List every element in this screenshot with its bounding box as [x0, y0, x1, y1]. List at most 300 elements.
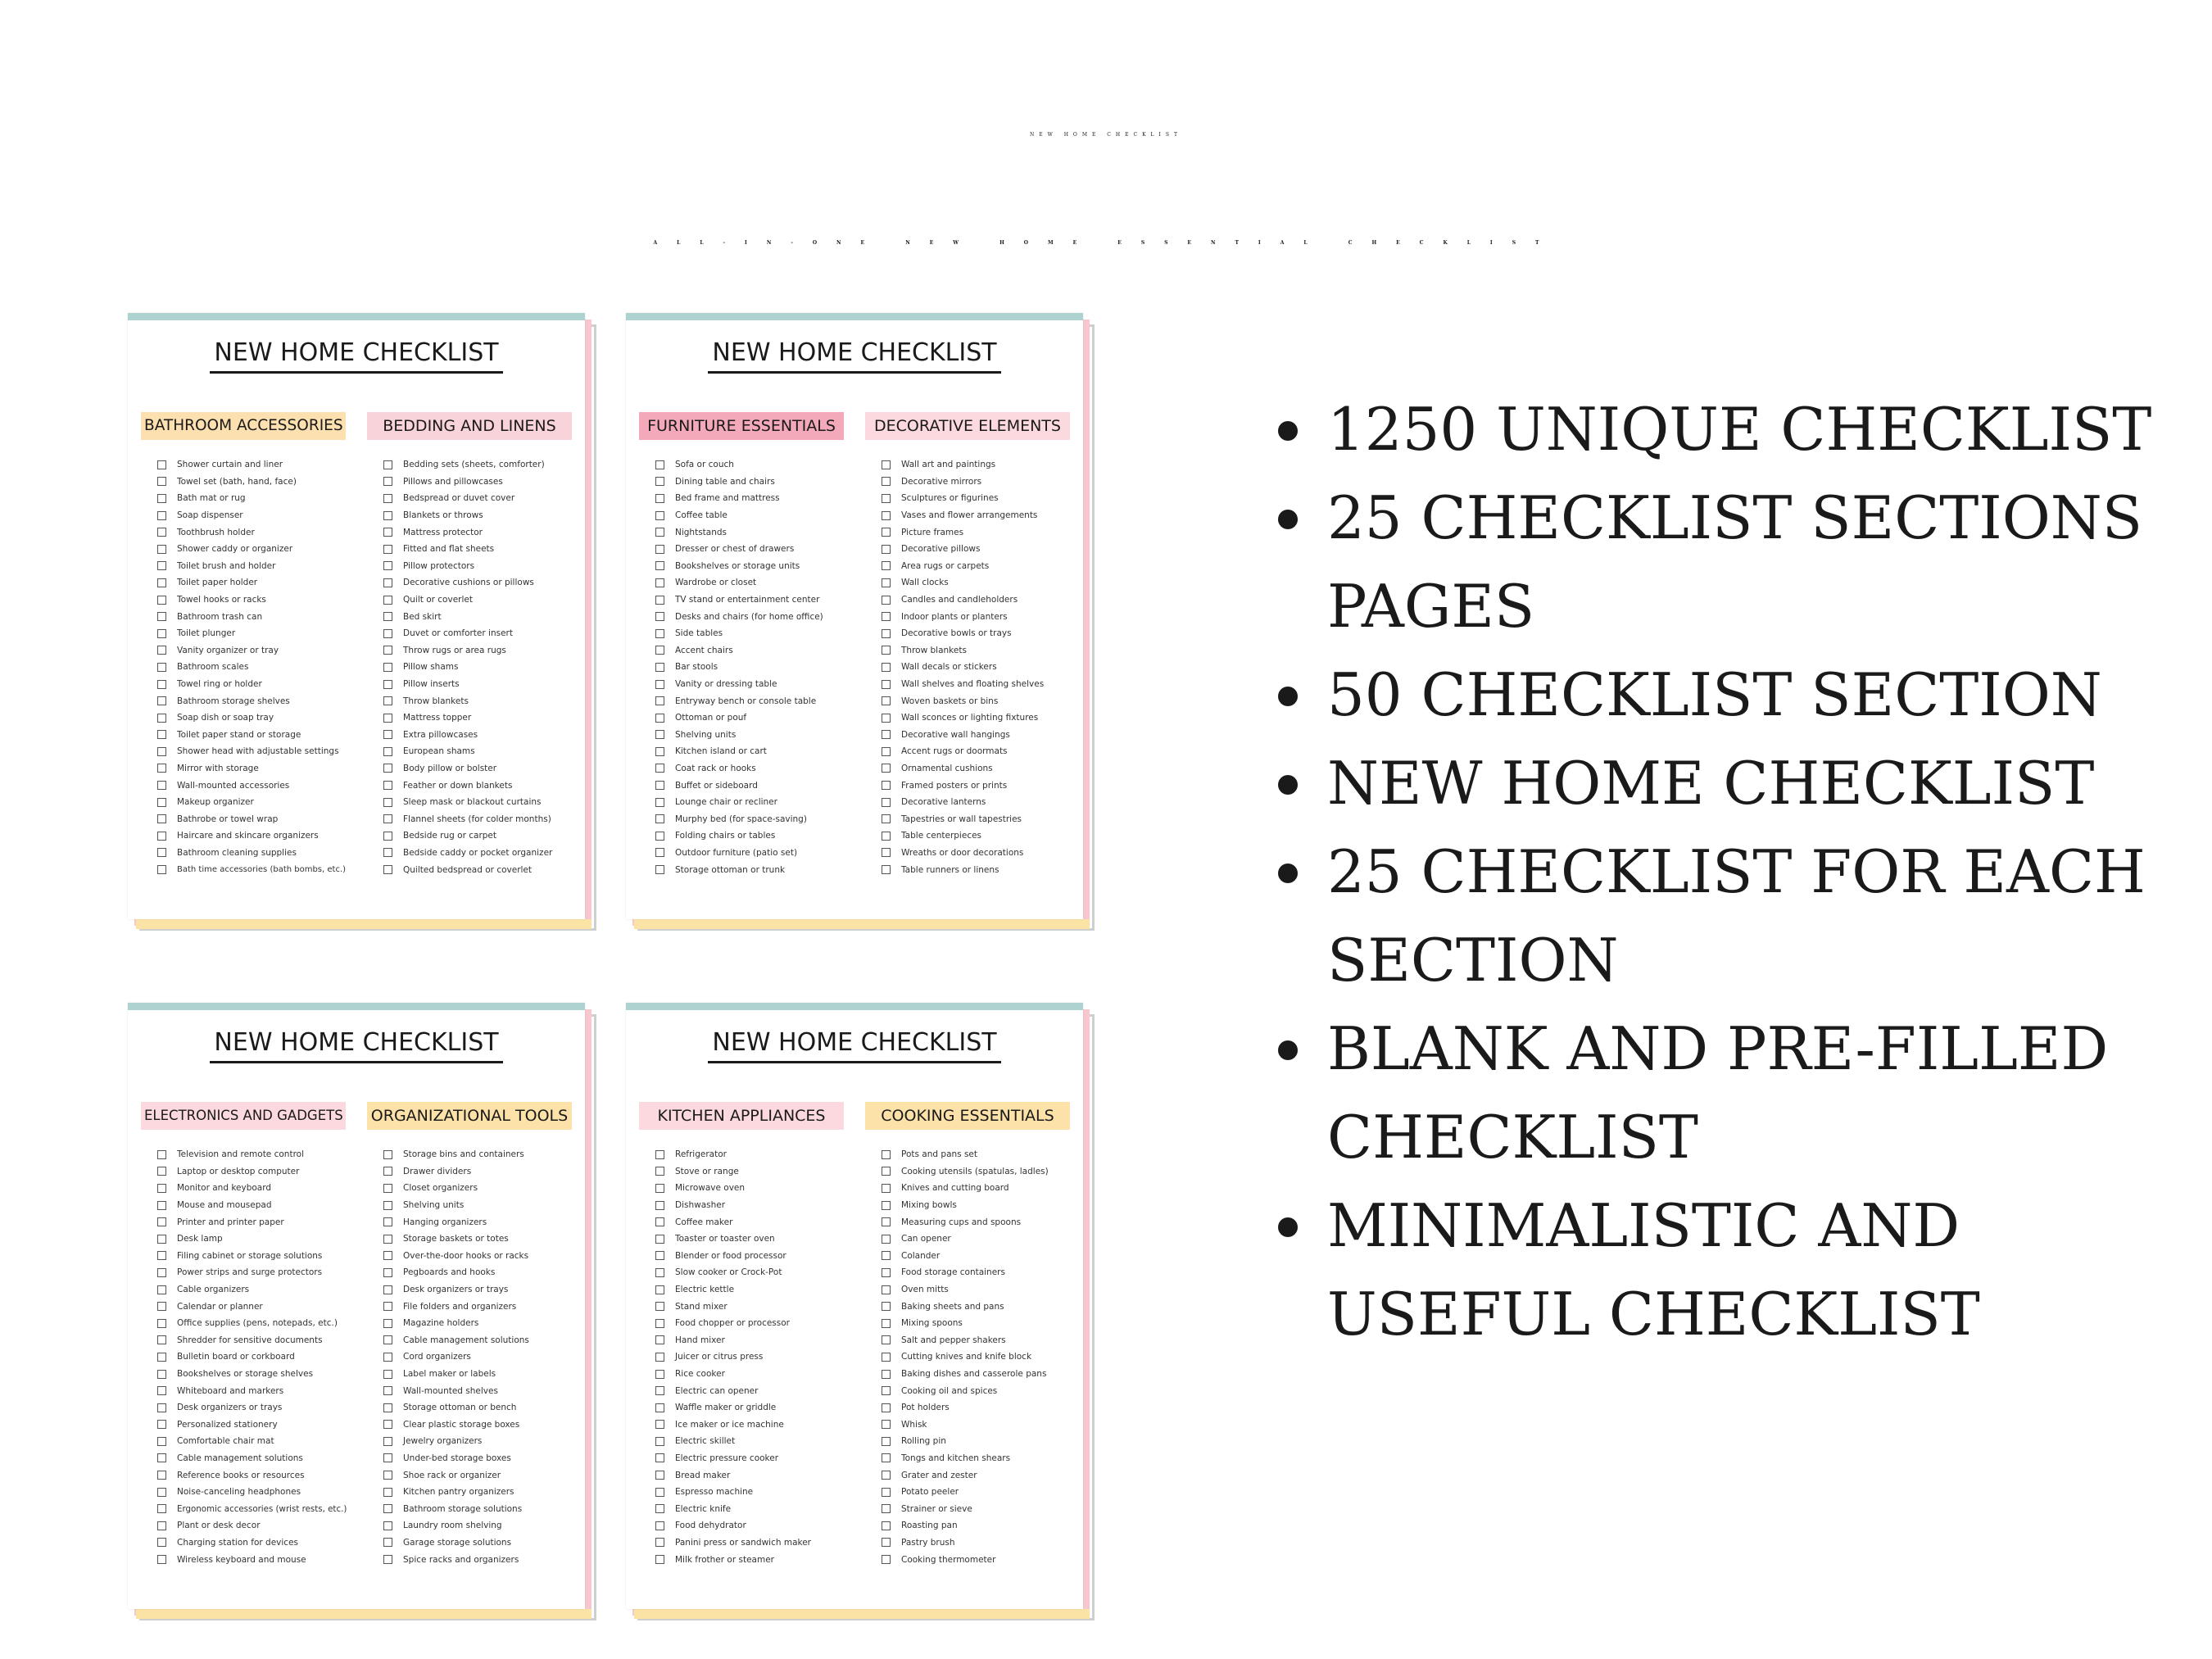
checkbox-icon[interactable] — [882, 1538, 891, 1547]
checkbox-icon[interactable] — [383, 1335, 392, 1344]
checkbox-icon[interactable] — [383, 477, 392, 486]
checklist-item — [655, 524, 844, 541]
checkbox-icon[interactable] — [157, 1488, 166, 1497]
checkbox-icon[interactable] — [383, 460, 392, 469]
checklist-item — [383, 1298, 572, 1315]
checkbox-icon[interactable] — [383, 1285, 392, 1294]
checkbox-icon[interactable] — [882, 1521, 891, 1530]
checkbox-icon[interactable] — [383, 1538, 392, 1547]
checkbox-icon[interactable] — [383, 1504, 392, 1513]
checkbox-icon[interactable] — [383, 629, 392, 638]
item-label: Candles and candleholders — [901, 595, 1018, 605]
checkbox-icon[interactable] — [882, 545, 891, 554]
checkbox-icon[interactable] — [882, 1251, 891, 1260]
checklist-item — [157, 474, 346, 491]
checklist-column — [865, 412, 1070, 878]
checkbox-icon[interactable] — [655, 1302, 664, 1311]
checkbox-icon[interactable] — [882, 1488, 891, 1497]
item-label: Slow cooker or Crock-Pot — [675, 1267, 782, 1278]
checkbox-icon[interactable] — [383, 1201, 392, 1210]
checkbox-icon[interactable] — [157, 714, 166, 723]
checklist-item — [157, 608, 346, 625]
checklist-item — [157, 1231, 346, 1248]
checklist-item — [655, 1399, 844, 1416]
checkbox-icon[interactable] — [882, 1437, 891, 1446]
item-label: Printer and printer paper — [177, 1217, 284, 1227]
checkbox-icon[interactable] — [882, 832, 891, 841]
item-label: Microwave oven — [675, 1183, 746, 1194]
checklist-item — [882, 1517, 1070, 1534]
checkbox-icon[interactable] — [157, 781, 166, 790]
checkbox-icon[interactable] — [882, 1504, 891, 1513]
checklist-page-preview — [626, 313, 1083, 919]
checkbox-icon[interactable] — [383, 528, 392, 537]
item-label: Clear plastic storage boxes — [403, 1419, 520, 1430]
checkbox-icon[interactable] — [157, 1353, 166, 1362]
checkbox-icon[interactable] — [383, 1386, 392, 1395]
checklist-item — [882, 743, 1070, 760]
checklist-item — [882, 777, 1070, 794]
checkbox-icon[interactable] — [383, 1302, 392, 1311]
checkbox-icon[interactable] — [882, 1217, 891, 1226]
checkbox-icon[interactable] — [655, 629, 664, 638]
checkbox-icon[interactable] — [882, 1386, 891, 1395]
checkbox-icon[interactable] — [882, 1335, 891, 1344]
item-label: Bread maker — [675, 1470, 731, 1480]
item-label: Duvet or comforter insert — [403, 628, 513, 639]
checkbox-icon[interactable] — [383, 545, 392, 554]
item-label: Tapestries or wall tapestries — [901, 814, 1022, 824]
checkbox-icon[interactable] — [882, 1453, 891, 1462]
checkbox-icon[interactable] — [383, 865, 392, 874]
checkbox-icon[interactable] — [383, 494, 392, 503]
checkbox-icon[interactable] — [383, 1370, 392, 1379]
checklist-item — [882, 810, 1070, 827]
checklist-item — [882, 507, 1070, 524]
checkbox-icon[interactable] — [882, 1420, 891, 1429]
checklist-column — [367, 1102, 572, 1568]
checkbox-icon[interactable] — [655, 1184, 664, 1193]
item-label: Office supplies (pens, notepads, etc.) — [177, 1318, 338, 1329]
checkbox-icon[interactable] — [882, 714, 891, 723]
checkbox-icon[interactable] — [383, 1353, 392, 1362]
checklist-item — [655, 1180, 844, 1197]
checkbox-icon[interactable] — [655, 1150, 664, 1159]
item-label: Garage storage solutions — [403, 1537, 512, 1548]
item-label: Electric kettle — [675, 1285, 735, 1295]
item-label: Bath mat or rug — [177, 493, 246, 504]
checkbox-icon[interactable] — [655, 747, 664, 756]
checkbox-icon[interactable] — [157, 1335, 166, 1344]
checkbox-icon[interactable] — [882, 848, 891, 857]
checkbox-icon[interactable] — [655, 680, 664, 689]
item-label: Lounge chair or recliner — [675, 797, 777, 808]
checkbox-icon[interactable] — [383, 561, 392, 570]
checkbox-icon[interactable] — [882, 1201, 891, 1210]
checklist-item — [882, 1484, 1070, 1501]
checkbox-icon[interactable] — [383, 747, 392, 756]
checkbox-icon[interactable] — [383, 1437, 392, 1446]
checkbox-icon[interactable] — [655, 1251, 664, 1260]
checkbox-icon[interactable] — [383, 1453, 392, 1462]
checkbox-icon[interactable] — [882, 1555, 891, 1564]
checkbox-icon[interactable] — [882, 730, 891, 739]
item-label: Shelving units — [403, 1200, 465, 1211]
checkbox-icon[interactable] — [655, 1538, 664, 1547]
checkbox-icon[interactable] — [157, 747, 166, 756]
checkbox-icon[interactable] — [655, 1488, 664, 1497]
checkbox-icon[interactable] — [157, 1184, 166, 1193]
checkbox-icon[interactable] — [882, 865, 891, 874]
checkbox-icon[interactable] — [157, 696, 166, 705]
checklist-item — [655, 810, 844, 827]
checkbox-icon[interactable] — [655, 764, 664, 773]
item-label: Outdoor furniture (patio set) — [675, 847, 798, 858]
item-label: Decorative bowls or trays — [901, 628, 1012, 639]
checkbox-icon[interactable] — [882, 1370, 891, 1379]
checkbox-icon[interactable] — [383, 663, 392, 672]
checkbox-icon[interactable] — [157, 494, 166, 503]
checkbox-icon[interactable] — [655, 596, 664, 605]
checkbox-icon[interactable] — [655, 1217, 664, 1226]
checklist-item — [383, 1264, 572, 1281]
checkbox-icon[interactable] — [655, 730, 664, 739]
checkbox-icon[interactable] — [383, 1521, 392, 1530]
checkbox-icon[interactable] — [383, 1420, 392, 1429]
checklist-item — [383, 709, 572, 727]
checkbox-icon[interactable] — [157, 814, 166, 823]
item-label: Wall decals or stickers — [901, 662, 997, 673]
checkbox-icon[interactable] — [383, 1184, 392, 1193]
checkbox-icon[interactable] — [655, 814, 664, 823]
checkbox-icon[interactable] — [157, 1386, 166, 1395]
checkbox-icon[interactable] — [383, 764, 392, 773]
checkbox-icon[interactable] — [157, 578, 166, 587]
checklist-item — [157, 1517, 346, 1534]
checkbox-icon[interactable] — [383, 798, 392, 807]
checklist-item — [157, 1197, 346, 1214]
checklist-item — [157, 1433, 346, 1450]
checkbox-icon[interactable] — [157, 865, 166, 874]
checkbox-icon[interactable] — [157, 612, 166, 621]
checkbox-icon[interactable] — [157, 511, 166, 520]
item-label: Food storage containers — [901, 1267, 1005, 1278]
checklist-item — [882, 1281, 1070, 1299]
item-label: Bedside caddy or pocket organizer — [403, 847, 553, 858]
checkbox-icon[interactable] — [157, 460, 166, 469]
checkbox-icon[interactable] — [882, 494, 891, 503]
checkbox-icon[interactable] — [383, 832, 392, 841]
checkbox-icon[interactable] — [655, 1235, 664, 1244]
checkbox-icon[interactable] — [655, 1167, 664, 1176]
checkbox-icon[interactable] — [882, 1268, 891, 1277]
checkbox-icon[interactable] — [383, 1167, 392, 1176]
checkbox-icon[interactable] — [882, 629, 891, 638]
checkbox-icon[interactable] — [157, 1420, 166, 1429]
checklist-item — [383, 760, 572, 777]
checkbox-icon[interactable] — [383, 646, 392, 655]
checklist-item — [383, 1163, 572, 1181]
checkbox-icon[interactable] — [383, 730, 392, 739]
checkbox-icon[interactable] — [882, 663, 891, 672]
bullet-icon — [1278, 775, 1298, 795]
checkbox-icon[interactable] — [157, 680, 166, 689]
item-label: Panini press or sandwich maker — [675, 1537, 811, 1548]
checkbox-icon[interactable] — [882, 696, 891, 705]
checklist-item — [655, 1466, 844, 1484]
checkbox-icon[interactable] — [157, 1370, 166, 1379]
checkbox-icon[interactable] — [157, 798, 166, 807]
checkbox-icon[interactable] — [157, 528, 166, 537]
checkbox-icon[interactable] — [882, 798, 891, 807]
checkbox-icon[interactable] — [157, 1437, 166, 1446]
checkbox-icon[interactable] — [655, 1285, 664, 1294]
checkbox-icon[interactable] — [383, 680, 392, 689]
checkbox-icon[interactable] — [655, 781, 664, 790]
checklist-item — [655, 709, 844, 727]
item-label: Dishwasher — [675, 1200, 726, 1211]
checkbox-icon[interactable] — [383, 696, 392, 705]
checklist-item — [882, 709, 1070, 727]
checkbox-icon[interactable] — [882, 578, 891, 587]
checkbox-icon[interactable] — [655, 578, 664, 587]
checkbox-icon[interactable] — [383, 1319, 392, 1328]
page-shadow-yellow — [136, 1609, 592, 1619]
checklist-page-preview — [626, 1003, 1083, 1609]
checkbox-icon[interactable] — [882, 781, 891, 790]
checkbox-icon[interactable] — [157, 1217, 166, 1226]
item-label: Whisk — [901, 1419, 927, 1430]
checklist-item — [655, 608, 844, 625]
checkbox-icon[interactable] — [383, 814, 392, 823]
checkbox-icon[interactable] — [655, 1386, 664, 1395]
checkbox-icon[interactable] — [157, 1471, 166, 1480]
checkbox-icon[interactable] — [655, 848, 664, 857]
item-label: Pegboards and hooks — [403, 1267, 496, 1278]
item-label: Over-the-door hooks or racks — [403, 1250, 529, 1261]
item-label: TV stand or entertainment center — [675, 595, 820, 605]
checkbox-icon[interactable] — [655, 1370, 664, 1379]
checklist-item — [655, 1484, 844, 1501]
page-sheet — [626, 1003, 1083, 1609]
checklist-items — [367, 456, 572, 878]
checkbox-icon[interactable] — [157, 1302, 166, 1311]
checkbox-icon[interactable] — [383, 1471, 392, 1480]
checkbox-icon[interactable] — [655, 1555, 664, 1564]
checkbox-icon[interactable] — [383, 1251, 392, 1260]
checkbox-icon[interactable] — [157, 730, 166, 739]
checkbox-icon[interactable] — [383, 1403, 392, 1412]
checklist-item — [882, 558, 1070, 575]
item-label: Shower head with adjustable settings — [177, 746, 339, 757]
checklist-item — [383, 1399, 572, 1416]
checkbox-icon[interactable] — [882, 1150, 891, 1159]
checkbox-icon[interactable] — [882, 1285, 891, 1294]
checkbox-icon[interactable] — [157, 1555, 166, 1564]
checkbox-icon[interactable] — [655, 1420, 664, 1429]
checkbox-icon[interactable] — [157, 1538, 166, 1547]
checkbox-icon[interactable] — [655, 1201, 664, 1210]
checkbox-icon[interactable] — [882, 1302, 891, 1311]
checkbox-icon[interactable] — [655, 1471, 664, 1480]
checkbox-icon[interactable] — [383, 714, 392, 723]
checkbox-icon[interactable] — [655, 561, 664, 570]
item-label: Desk organizers or trays — [403, 1285, 509, 1295]
checkbox-icon[interactable] — [882, 1403, 891, 1412]
checkbox-icon[interactable] — [157, 1319, 166, 1328]
checkbox-icon[interactable] — [882, 1235, 891, 1244]
item-label: Cable management solutions — [177, 1453, 303, 1463]
checkbox-icon[interactable] — [157, 848, 166, 857]
checkbox-icon[interactable] — [655, 460, 664, 469]
checkbox-icon[interactable] — [882, 612, 891, 621]
checkbox-icon[interactable] — [655, 798, 664, 807]
item-label: Pastry brush — [901, 1537, 955, 1548]
checkbox-icon[interactable] — [655, 696, 664, 705]
checkbox-icon[interactable] — [882, 1353, 891, 1362]
checkbox-icon[interactable] — [157, 1504, 166, 1513]
checkbox-icon[interactable] — [882, 646, 891, 655]
checklist-item — [157, 1366, 346, 1383]
checkbox-icon[interactable] — [383, 1235, 392, 1244]
checklist-item — [383, 608, 572, 625]
item-label: Calendar or planner — [177, 1301, 263, 1312]
checkbox-icon[interactable] — [882, 680, 891, 689]
checklist-item — [157, 845, 346, 862]
checkbox-icon[interactable] — [157, 646, 166, 655]
checklist-items — [639, 1146, 844, 1568]
checkbox-icon[interactable] — [882, 814, 891, 823]
item-label: Baking sheets and pans — [901, 1301, 1004, 1312]
checkbox-icon[interactable] — [655, 646, 664, 655]
checkbox-icon[interactable] — [882, 528, 891, 537]
checkbox-icon[interactable] — [383, 848, 392, 857]
checkbox-icon[interactable] — [882, 561, 891, 570]
checkbox-icon[interactable] — [655, 1335, 664, 1344]
checkbox-icon[interactable] — [882, 477, 891, 486]
checkbox-icon[interactable] — [157, 663, 166, 672]
checklist-item — [157, 1534, 346, 1552]
checkbox-icon[interactable] — [882, 1184, 891, 1193]
checkbox-icon[interactable] — [882, 747, 891, 756]
checkbox-icon[interactable] — [157, 1251, 166, 1260]
item-label: Throw blankets — [403, 696, 469, 706]
checkbox-icon[interactable] — [655, 1453, 664, 1462]
checklist-item — [882, 1163, 1070, 1181]
checklist-item — [383, 1248, 572, 1265]
checkbox-icon[interactable] — [655, 528, 664, 537]
checklist-item — [882, 456, 1070, 474]
checkbox-icon[interactable] — [882, 1471, 891, 1480]
checkbox-icon[interactable] — [882, 596, 891, 605]
checkbox-icon[interactable] — [655, 545, 664, 554]
checkbox-icon[interactable] — [655, 612, 664, 621]
checkbox-icon[interactable] — [383, 596, 392, 605]
checkbox-icon[interactable] — [157, 832, 166, 841]
checklist-item — [882, 1231, 1070, 1248]
checklist-item — [157, 777, 346, 794]
checkbox-icon[interactable] — [157, 1167, 166, 1176]
item-label: Feather or down blankets — [403, 780, 513, 791]
checkbox-icon[interactable] — [655, 511, 664, 520]
checklist-item — [882, 541, 1070, 558]
checklist-item — [882, 608, 1070, 625]
checkbox-icon[interactable] — [655, 1437, 664, 1446]
checkbox-icon[interactable] — [383, 612, 392, 621]
checkbox-icon[interactable] — [655, 1353, 664, 1362]
checkbox-icon[interactable] — [157, 1201, 166, 1210]
checklist-item — [655, 1315, 844, 1332]
checkbox-icon[interactable] — [383, 511, 392, 520]
item-label: Closet organizers — [403, 1183, 478, 1194]
checkbox-icon[interactable] — [655, 663, 664, 672]
checkbox-icon[interactable] — [882, 764, 891, 773]
checkbox-icon[interactable] — [655, 477, 664, 486]
checkbox-icon[interactable] — [655, 1403, 664, 1412]
item-label: Decorative mirrors — [901, 476, 982, 487]
page-title: NEW HOME CHECKLIST — [214, 338, 499, 367]
checkbox-icon[interactable] — [383, 1217, 392, 1226]
item-label: Wreaths or door decorations — [901, 847, 1024, 858]
checkbox-icon[interactable] — [157, 561, 166, 570]
checkbox-icon[interactable] — [157, 545, 166, 554]
checkbox-icon[interactable] — [882, 511, 891, 520]
checkbox-icon[interactable] — [157, 1150, 166, 1159]
checkbox-icon[interactable] — [882, 1167, 891, 1176]
checklist-item — [882, 659, 1070, 676]
section-heading: BATHROOM ACCESSORIES — [141, 412, 346, 440]
checkbox-icon[interactable] — [383, 781, 392, 790]
checkbox-icon[interactable] — [157, 1285, 166, 1294]
checkbox-icon[interactable] — [655, 494, 664, 503]
bullet-icon — [1278, 687, 1298, 706]
checklist-items — [141, 456, 346, 878]
checkbox-icon[interactable] — [157, 1521, 166, 1530]
checkbox-icon[interactable] — [157, 764, 166, 773]
checkbox-icon[interactable] — [383, 578, 392, 587]
checklist-item — [882, 1534, 1070, 1552]
checkbox-icon[interactable] — [882, 460, 891, 469]
checklist-item — [882, 1382, 1070, 1399]
item-label: Bathroom storage solutions — [403, 1503, 523, 1514]
checkbox-icon[interactable] — [157, 596, 166, 605]
checkbox-icon[interactable] — [157, 629, 166, 638]
item-label: Knives and cutting board — [901, 1183, 1009, 1194]
checkbox-icon[interactable] — [157, 1268, 166, 1277]
item-label: Desk organizers or trays — [177, 1403, 283, 1413]
item-label: Ornamental cushions — [901, 763, 993, 773]
checkbox-icon[interactable] — [383, 1268, 392, 1277]
checkbox-icon[interactable] — [655, 1504, 664, 1513]
checkbox-icon[interactable] — [655, 714, 664, 723]
checkbox-icon[interactable] — [655, 1521, 664, 1530]
checkbox-icon[interactable] — [157, 477, 166, 486]
checkbox-icon[interactable] — [655, 1268, 664, 1277]
checkbox-icon[interactable] — [383, 1488, 392, 1497]
checkbox-icon[interactable] — [655, 832, 664, 841]
checkbox-icon[interactable] — [157, 1453, 166, 1462]
item-label: Food dehydrator — [675, 1521, 746, 1531]
checklist-item — [882, 1298, 1070, 1315]
item-label: Toilet plunger — [177, 628, 236, 639]
checkbox-icon[interactable] — [655, 1319, 664, 1328]
checkbox-icon[interactable] — [383, 1555, 392, 1564]
checkbox-icon[interactable] — [157, 1403, 166, 1412]
checkbox-icon[interactable] — [383, 1150, 392, 1159]
checkbox-icon[interactable] — [655, 865, 664, 874]
checkbox-icon[interactable] — [882, 1319, 891, 1328]
checkbox-icon[interactable] — [157, 1235, 166, 1244]
